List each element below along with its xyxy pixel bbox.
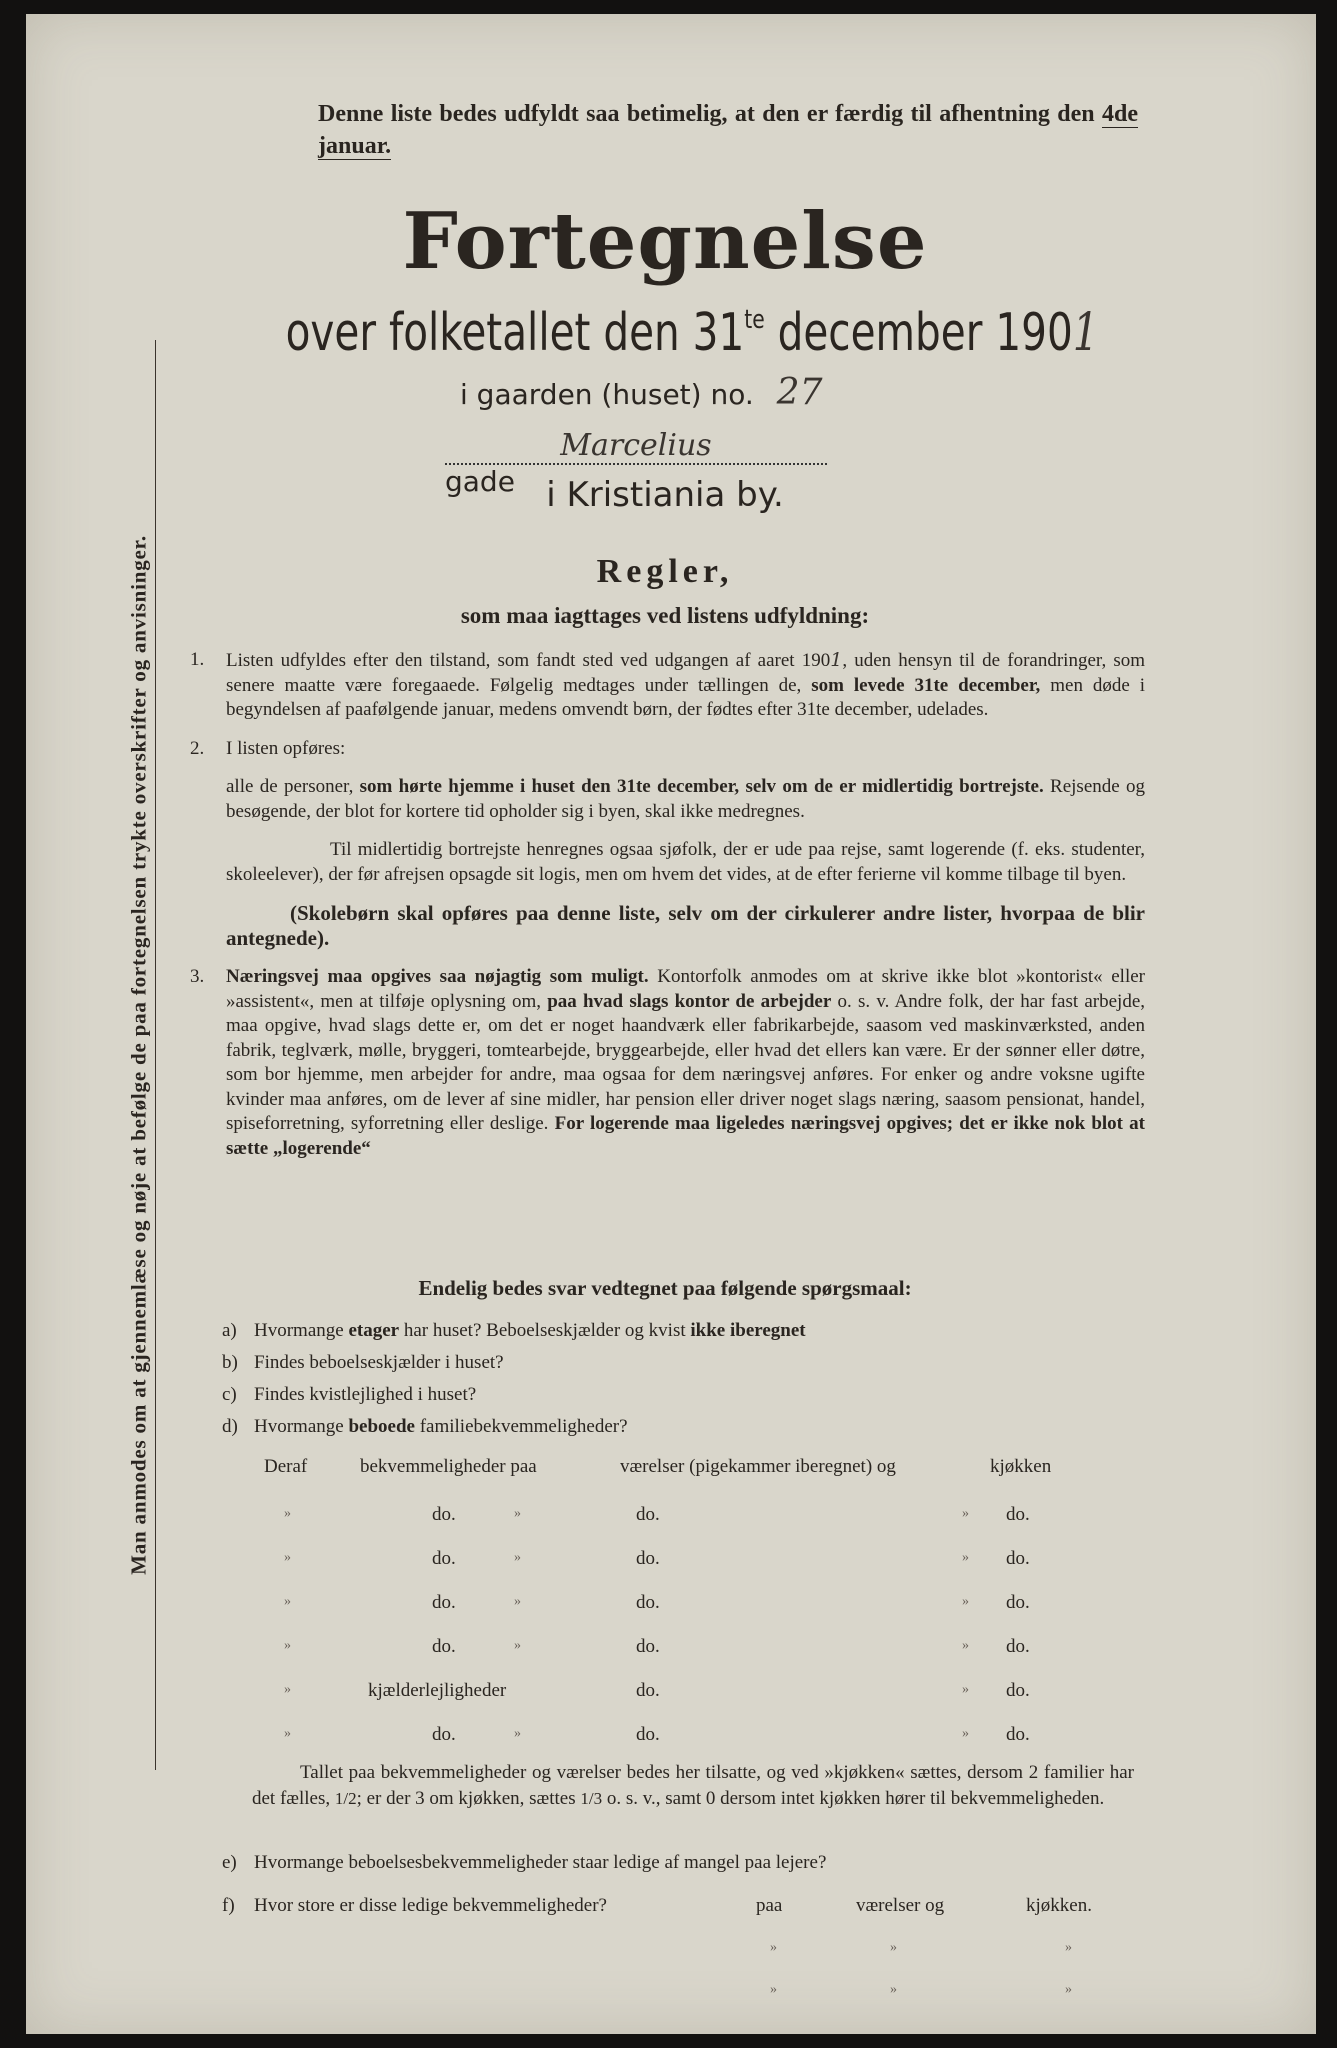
rule-3-bold-3: For logerende maa ligeledes næringsvej opgives; det er ikke nok blot at sætte „logerende“ — [226, 1113, 1145, 1159]
ditto-mark: » — [514, 1550, 521, 1565]
rule-number: 2. — [190, 737, 205, 759]
question-d-pre: Hvormange — [254, 1416, 344, 1437]
rule-2 — [190, 737, 1145, 952]
ditto-mark: » — [514, 1638, 521, 1653]
ditto-mark: » — [962, 1682, 969, 1697]
question-c-text: Findes kvistlejlighed i huset? — [254, 1384, 477, 1405]
question-a-mid: har huset? Beboelseskjælder og kvist — [403, 1320, 686, 1341]
margin-instruction — [122, 340, 156, 1770]
subtitle-prefix: over folketallet den 31 — [285, 303, 745, 363]
rule-number: 1. — [190, 649, 205, 670]
rule-2-text-a: alle de personer, — [226, 776, 354, 797]
ditto-mark: » — [962, 1594, 969, 1609]
do-cell: do. — [1006, 1680, 1030, 1701]
margin-note-text: Man anmodes om at gjennemlæse og nøje at befølge de paa fortegnelsen trykte overskrifter og anvisninger. — [126, 535, 151, 1575]
ditto-mark: » — [514, 1594, 521, 1609]
question-f-vaerelser: værelser og — [856, 1895, 945, 1916]
rules-subtitle: som maa iagttages ved listens udfyldning: — [460, 603, 870, 628]
question-f — [222, 1895, 1122, 1917]
rule-1-text-b: , uden hensyn til de forandringer, som senere maatte være foregaaede. Følgelig medtages under tællingen de, — [226, 650, 1145, 696]
tally-text-c: o. s. v., samt 0 dersom intet kjøkken hører til bekvemmeligheden. — [606, 1788, 1105, 1809]
do-cell: do. — [636, 1680, 660, 1701]
fraction-third: 1/3 — [580, 1789, 603, 1808]
form-subtitle — [285, 303, 1099, 363]
do-cell: do. — [636, 1592, 660, 1613]
question-b — [222, 1352, 1122, 1374]
notice-date: 4de januar. — [318, 101, 1139, 159]
street-field — [445, 428, 827, 465]
question-a-pre: Hvormange — [254, 1320, 344, 1341]
street-suffix: gade — [445, 465, 515, 498]
question-f-kjokken: kjøkken. — [1026, 1895, 1092, 1916]
form-title: Fortegnelse — [402, 196, 928, 287]
rule-3-text-a: Kontorfolk anmodes om at skrive ikke blot »kontorist« eller »assistent«, men at tilføje oplysning om, — [226, 966, 1146, 1012]
header-vaerelser: værelser (pigekammer iberegnet) og — [620, 1456, 896, 1477]
do-cell: do. — [636, 1548, 660, 1569]
ditto-mark: » — [514, 1726, 521, 1741]
question-e — [222, 1852, 826, 1874]
ditto-mark: » — [284, 1594, 291, 1609]
question-label: d) — [222, 1416, 238, 1437]
notice-text: Denne liste bedes udfyldt saa betimelig, at den er færdig til afhentning den — [318, 101, 1095, 127]
question-a — [222, 1320, 1122, 1342]
question-d — [222, 1416, 1122, 1438]
ditto-mark: » — [890, 1982, 897, 1997]
do-cell: do. — [1006, 1548, 1030, 1569]
ditto-mark: » — [1065, 1940, 1072, 1955]
do-cell: do. — [432, 1548, 456, 1569]
question-label: c) — [222, 1384, 237, 1405]
do-cell: do. — [636, 1636, 660, 1657]
rules-title: Regler, — [596, 553, 734, 590]
ditto-mark: » — [284, 1550, 291, 1565]
do-cell: do. — [432, 1724, 456, 1745]
schoolchildren-note: (Skolebørn skal opføres paa denne liste, selv om der cirkulerer andre lister, hvorpaa de blir antegnede). — [226, 901, 1145, 950]
ditto-mark: » — [514, 1506, 521, 1521]
subtitle-suffix: december 190 — [777, 303, 1073, 363]
question-f-text: Hvor store er disse ledige bekvemmeligheder? — [254, 1895, 607, 1916]
ditto-mark: » — [890, 1940, 897, 1955]
question-label: e) — [222, 1852, 237, 1873]
question-b-text: Findes beboelseskjælder i huset? — [254, 1352, 504, 1373]
header-kjokken: kjøkken — [990, 1456, 1052, 1477]
ditto-mark: » — [962, 1638, 969, 1653]
rule-2-paragraph-2: Til midlertidig bortrejste henregnes ogsaa sjøfolk, der er ude paa rejse, samt logerende (f. eks. studenter, skoleelever), der før afrejsen opsagde sit logis, men om hvem det vides, at de efter ferierne vil komme tilbage til byen. — [226, 839, 1145, 885]
rule-3 — [190, 965, 1145, 1161]
question-d-post: familiebekvemmeligheder? — [419, 1416, 628, 1437]
do-cell: do. — [636, 1724, 660, 1745]
margin-rule — [155, 340, 156, 1770]
tally-text-a: Tallet paa bekvemmeligheder og værelser bedes her tilsatte, og ved »kjøkken« sættes, dersom 2 familier har det fælles, — [252, 1762, 1134, 1809]
do-cell: do. — [1006, 1636, 1030, 1657]
pickup-notice — [318, 98, 1138, 162]
rule-1-bold: som levede 31te december, — [811, 674, 1041, 696]
question-a-bold-2: ikke iberegnet — [690, 1320, 806, 1341]
header-deraf: Deraf — [264, 1456, 308, 1477]
rule-3-bold-1: Næringsvej maa opgives saa nøjagtig som muligt. — [226, 966, 649, 987]
rule-2-text-b: Rejsende og besøgende, der blot for kortere tid opholder sig i byen, skal ikke medregnes. — [226, 776, 1145, 822]
street-name: Marcelius — [560, 428, 712, 463]
ditto-mark: » — [284, 1506, 291, 1521]
question-e-text: Hvormange beboelsesbekvemmeligheder staar ledige af mangel paa lejere? — [254, 1852, 827, 1873]
tally-instructions — [252, 1760, 1134, 1812]
questions-heading: Endelig bedes svar vedtegnet paa følgende spørgsmaal: — [418, 1276, 912, 1300]
do-cell: do. — [636, 1504, 660, 1525]
header-bekvemmeligheder: bekvemmeligheder paa — [360, 1456, 537, 1477]
do-cell: do. — [1006, 1504, 1030, 1525]
rule-1-text-a: Listen udfyldes efter den tilstand, som fandt sted ved udgangen af aaret 190 — [226, 650, 831, 671]
rule-1-handwritten-year: 1 — [830, 649, 843, 671]
do-cell: do. — [432, 1592, 456, 1613]
question-d-bold: beboede — [348, 1416, 415, 1437]
question-label: f) — [222, 1895, 235, 1916]
rule-3-text-b: o. s. v. Andre folk, der har fast arbejde, maa opgive, hvad slags dette er, om det er noget haandværk eller fabrikarbejde, saasom ved maskinværksted, anden fabrik, teglværk, mølle, bryggeri, tomtearbejde, bryggearbejde, eller hvad det ellers kan være. Er der sønner eller døtre, som bor hjemme, men arbejder for andre, maa ogsaa for dem næringsvej anføres. For enker og andre voksne ugifte kvinder maa anføres, om de lever af sine midler, har pension eller driver noget slags næring, saasom pensionat, handel, spiseforretning, syforretning eller deslige. — [226, 990, 1146, 1134]
question-c — [222, 1384, 1122, 1406]
house-number: 27 — [776, 372, 823, 413]
fraction-half: 1/2 — [334, 1789, 357, 1808]
question-a-bold: etager — [348, 1320, 400, 1341]
tally-text-b: ; er der 3 om kjøkken, sættes — [356, 1788, 576, 1809]
subtitle-sup: te — [744, 305, 765, 335]
rules-section — [190, 648, 1145, 1175]
rule-1-text-c: men døde i begyndelsen af paafølgende januar, medens omvendt børn, der fødtes efter 31te december, udelades. — [226, 674, 1146, 720]
rule-number: 3. — [190, 966, 205, 987]
ditto-mark: » — [1065, 1982, 1072, 1997]
ditto-mark: » — [770, 1940, 777, 1955]
rule-2-bold: som hørte hjemme i huset den 31te december, selv om de er midlertidig bortrejste. — [359, 776, 1044, 797]
do-cell: do. — [432, 1636, 456, 1657]
handwritten-year: 1 — [1072, 303, 1099, 363]
question-label: b) — [222, 1352, 238, 1373]
question-f-paa: paa — [756, 1895, 783, 1916]
ditto-mark: » — [284, 1638, 291, 1653]
rule-1 — [190, 648, 1145, 723]
city-line: i Kristiania by. — [546, 475, 784, 515]
ditto-mark: » — [284, 1726, 291, 1741]
ditto-mark: » — [962, 1550, 969, 1565]
do-cell: do. — [1006, 1724, 1030, 1745]
do-cell: do. — [432, 1504, 456, 1525]
house-number-line — [460, 372, 920, 413]
ditto-mark: » — [770, 1982, 777, 1997]
rule-2-title: I listen opføres: — [226, 737, 346, 759]
kjaelder-cell: kjælderlejligheder — [368, 1680, 507, 1701]
question-label: a) — [222, 1320, 237, 1341]
house-label: i gaarden (huset) no. — [460, 378, 754, 411]
rule-3-bold-2: paa hvad slags kontor de arbejder — [547, 990, 832, 1012]
ditto-mark: » — [962, 1726, 969, 1741]
ditto-mark: » — [962, 1506, 969, 1521]
ditto-mark: » — [284, 1682, 291, 1697]
do-cell: do. — [1006, 1592, 1030, 1613]
